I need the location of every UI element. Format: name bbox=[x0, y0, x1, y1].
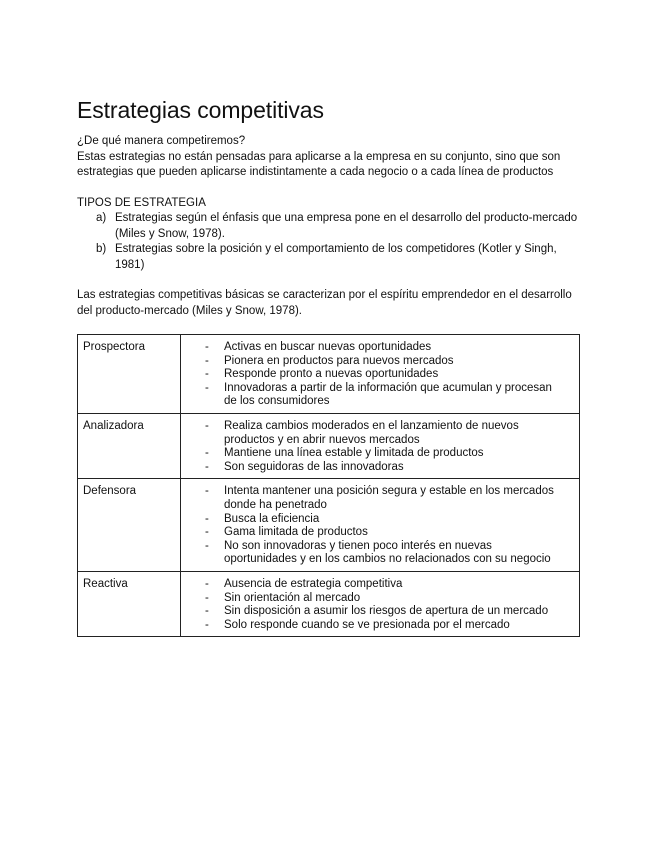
dash-bullet: - bbox=[205, 539, 209, 552]
trait-text: Innovadoras a partir de la información que acumulan y procesan de los consumidores bbox=[224, 381, 552, 408]
trait-text: Busca la eficiencia bbox=[224, 512, 320, 525]
intro-text: Estas estrategias no están pensadas para aplicarse a la empresa en su conjunto, sino que son estrategias que pueden aplicarse indistintamente a cada negocio o a cada línea de productos bbox=[77, 150, 561, 178]
traits-cell bbox=[181, 479, 580, 572]
list-item bbox=[186, 368, 574, 382]
table-row bbox=[78, 335, 580, 414]
trait-text: Intenta mantener una posición segura y estable en los mercados donde ha penetrado bbox=[224, 485, 554, 511]
dash-bullet: - bbox=[205, 577, 209, 590]
table-row bbox=[78, 479, 580, 572]
dash-bullet: - bbox=[205, 618, 209, 631]
table-row bbox=[78, 413, 580, 478]
list-item bbox=[186, 382, 574, 409]
list-item bbox=[186, 461, 574, 475]
dash-bullet: - bbox=[205, 368, 209, 381]
trait-text: Ausencia de estrategia competitiva bbox=[224, 577, 403, 590]
traits-cell bbox=[181, 335, 580, 414]
traits-cell bbox=[181, 413, 580, 478]
spacer bbox=[77, 181, 580, 196]
intro-question: ¿De qué manera competiremos? bbox=[77, 135, 246, 147]
strategy-types-list bbox=[77, 211, 580, 273]
strategy-table bbox=[77, 334, 580, 637]
strategy-name-cell: Analizadora bbox=[78, 413, 181, 478]
dash-bullet: - bbox=[205, 419, 209, 432]
dash-bullet: - bbox=[205, 591, 209, 604]
trait-text: Son seguidoras de las innovadoras bbox=[224, 460, 404, 473]
list-item bbox=[186, 447, 574, 461]
types-heading: TIPOS DE ESTRATEGIA bbox=[77, 196, 206, 209]
dash-bullet: - bbox=[205, 381, 209, 394]
dash-bullet: - bbox=[205, 605, 209, 618]
dash-bullet: - bbox=[205, 341, 209, 353]
trait-text: Responde pronto a nuevas oportunidades bbox=[224, 368, 439, 381]
traits-cell bbox=[181, 571, 580, 636]
table-row bbox=[78, 571, 580, 636]
list-marker: b) bbox=[96, 243, 107, 255]
list-item bbox=[186, 578, 574, 592]
traits-list bbox=[186, 420, 574, 474]
list-item bbox=[186, 540, 574, 567]
list-item bbox=[186, 526, 574, 540]
dash-bullet: - bbox=[205, 512, 209, 525]
list-item-text: Estrategias según el énfasis que una empresa pone en el desarrollo del producto-mercado (Miles y Snow, 1978). bbox=[115, 212, 578, 240]
list-item bbox=[186, 605, 574, 619]
summary-text: Las estrategias competitivas básicas se caracterizan por el espíritu emprendedor en el desarrollo del producto-mercado (Miles y Snow, 1978). bbox=[77, 289, 572, 317]
traits-list bbox=[186, 485, 574, 567]
traits-list bbox=[186, 578, 574, 632]
trait-text: No son innovadoras y tienen poco interés en nuevas oportunidades y en los cambios no relacionados con su negocio bbox=[224, 539, 551, 566]
list-marker: a) bbox=[96, 212, 107, 224]
list-item bbox=[186, 485, 574, 512]
spacer bbox=[77, 273, 580, 288]
trait-text: Mantiene una línea estable y limitada de productos bbox=[224, 447, 484, 460]
strategy-name-cell: Prospectora bbox=[78, 335, 181, 414]
strategy-name-cell: Defensora bbox=[78, 479, 181, 572]
strategy-name-cell: Reactiva bbox=[78, 571, 181, 636]
trait-text: Pionera en productos para nuevos mercados bbox=[224, 354, 454, 367]
list-item-text: Estrategias sobre la posición y el comportamiento de los competidores (Kotler y Singh, 1981) bbox=[115, 243, 557, 271]
list-item bbox=[186, 513, 574, 527]
list-item bbox=[186, 619, 574, 633]
trait-text: Realiza cambios moderados en el lanzamiento de nuevos productos y en abrir nuevos mercados bbox=[224, 419, 519, 446]
list-item bbox=[186, 355, 574, 369]
dash-bullet: - bbox=[205, 485, 209, 498]
dash-bullet: - bbox=[205, 447, 209, 460]
trait-text: Gama limitada de productos bbox=[224, 526, 368, 539]
dash-bullet: - bbox=[205, 526, 209, 539]
dash-bullet: - bbox=[205, 354, 209, 367]
dash-bullet: - bbox=[205, 460, 209, 473]
list-item bbox=[77, 211, 580, 242]
trait-text: Sin disposición a asumir los riesgos de apertura de un mercado bbox=[224, 605, 549, 618]
trait-text: Sin orientación al mercado bbox=[224, 591, 361, 604]
list-item bbox=[77, 242, 580, 273]
list-item bbox=[186, 341, 574, 355]
list-item bbox=[186, 420, 574, 447]
traits-list bbox=[186, 341, 574, 409]
page-title: Estrategias competitivas bbox=[77, 97, 324, 123]
trait-text: Activas en buscar nuevas oportunidades bbox=[224, 341, 432, 353]
trait-text: Solo responde cuando se ve presionada por el mercado bbox=[224, 618, 510, 631]
list-item bbox=[186, 592, 574, 606]
document-page bbox=[77, 95, 580, 637]
